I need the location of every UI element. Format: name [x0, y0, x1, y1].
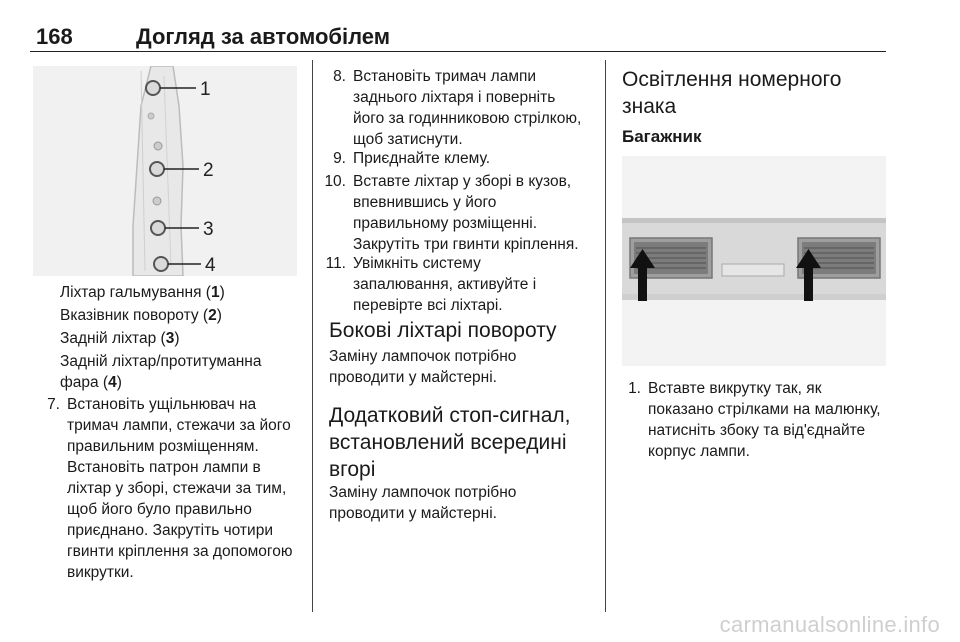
legend-item-fog-light: Задній ліхтар/протитуманна фара (4): [60, 353, 262, 391]
callout-1: 1: [200, 79, 211, 100]
socket-1-shape: [146, 81, 160, 95]
section-body-brake-light: Заміну лампочок потрібно проводити у майстерні.: [329, 484, 517, 522]
callout-3: 3: [203, 219, 214, 240]
taillight-illustration: [33, 66, 297, 276]
column-divider-left: [312, 60, 313, 612]
section-heading-brake-light: Додатковий стоп-сигнал, встановлений всередині вгорі: [329, 404, 571, 481]
section-heading-plate-light: Освітлення номерного знака: [622, 68, 842, 118]
page-number: 168: [36, 24, 73, 49]
plate-light-figure: [622, 156, 886, 366]
plate-light-illustration: [622, 156, 886, 366]
column-divider-right: [605, 60, 606, 612]
section-subheading-trunk: Багажник: [622, 127, 702, 146]
step-7-text: Встановіть ущільнювач на тримач лампи, стежачи за його правильним розміщенням. Встановіть патрон лампи в ліхтар у зборі, стежачи за тим, щоб його було правильно приєднано. Закрутіть чотири гвинти кріплення за допомогою викрутки.: [67, 396, 293, 581]
section-body-side-indicators: Заміну лампочок потрібно проводити у майстерні.: [329, 348, 517, 386]
socket-4-shape: [154, 257, 168, 271]
page-header: [30, 22, 886, 52]
legend-item-brake-light: Ліхтар гальмування (1): [60, 284, 225, 301]
legend-item-tail-light: Задній ліхтар (3): [60, 330, 180, 347]
taillight-figure: [33, 66, 297, 276]
socket-3-shape: [151, 221, 165, 235]
socket-2-shape: [150, 162, 164, 176]
callout-4: 4: [205, 255, 216, 276]
section-heading-side-indicators: Бокові ліхтарі повороту: [329, 319, 557, 342]
watermark-text: carmanualsonline.info: [719, 612, 940, 637]
page-title: Догляд за автомобілем: [136, 24, 391, 49]
legend-item-turn-signal: Вказівник повороту (2): [60, 307, 222, 324]
callout-2: 2: [203, 160, 214, 181]
